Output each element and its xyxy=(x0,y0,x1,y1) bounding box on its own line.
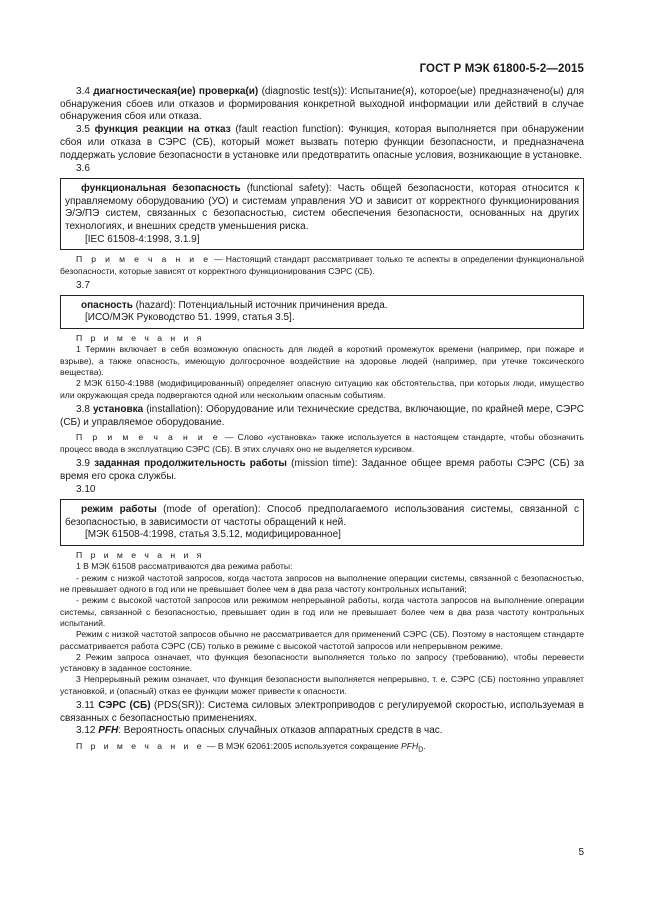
term: диагностическая(ие) проверка(и) xyxy=(93,86,259,97)
clause-3-9: 3.9 заданная продолжительность работы (mission time): Заданное общее время работы СЭРС (СБ) за время его срока службы. xyxy=(60,457,585,482)
clause-3-11: 3.11 СЭРС (СБ) (PDS(SR)): Система силовых электроприводов с регулируемой скоростью, используемая в связанных с безопасностью применениях. xyxy=(60,700,584,724)
clause-3-5: 3.5 функция реакции на отказ (fault reaction function): Функция, которая выполняется при обнаружении сбоя или отказа в СЭРС (СБ), который может вызвать потерю функции безопасности, и предназначена поддержать условие безопасности в установке или предотвратить опасные условия, возникающие в установке. xyxy=(60,124,585,161)
term: СЭРС (СБ) xyxy=(98,700,151,711)
reference: [МЭК 61508-4:1998, статья 3.5.12, модифицированное] xyxy=(85,529,341,541)
standard-header: ГОСТ Р МЭК 61800-5-2—2015 xyxy=(419,63,584,75)
note-3-6: П р и м е ч а н и е — Настоящий стандарт рассматривает только те аспекты в определении функциональной безопасности, которые зависят от корректного функционирования СЭРС (СБ). xyxy=(60,254,584,276)
page-number: 5 xyxy=(578,847,584,858)
clause-3-12: 3.12 PFH: Вероятность опасных случайных отказов аппаратных средств в час. xyxy=(76,725,443,737)
clause-number: 3.7 xyxy=(76,280,90,292)
term: PFH xyxy=(98,725,119,737)
clause-number: 3.10 xyxy=(76,484,96,496)
clause-3-8: 3.8 установка (installation): Оборудование или технические средства, включающие, по крайней мере, СЭРС (СБ) и управляемое оборудование. xyxy=(60,403,585,428)
clause-3-4: 3.4 диагностическая(ие) проверка(и) (diagnostic test(s)): Испытание(я), которое(ые) предназначено(ы) для обнаружения сбоев или отказов и формирования конкретной выходной информации или действий в случае обнаружения сбоя или отказа. xyxy=(60,86,585,123)
definition-box-3-6: функциональная безопасность (functional safety): Часть общей безопасности, которая относится к управляемому оборудованию (УО) и системам управления УО и зависит от корректного функционирования Э/Э/ПЭ систем, связанных с безопасностью, систем обеспечения безопасности, основанных на других технологиях, и внешних средств уменьшения риска. [IEC 61508-4:1998, 3.1.9] xyxy=(60,178,584,251)
definition-box-3-10: режим работы (mode of operation): Способ предполагаемого использования системы, связанной с безопасностью, в зависимости от частоты обращений к ней. [МЭК 61508-4:1998, статья 3.5.12, модифицированное] xyxy=(60,499,584,546)
term: функция реакции на отказ xyxy=(94,124,231,136)
note-3-8: П р и м е ч а н и е — Слово «установка» также используется в настоящем стандарте, чтобы обозначить процесс ввода в эксплуатацию СЭРС (СБ). В этих случаях оно не выделяется курсивом. xyxy=(60,432,584,454)
term: опасность xyxy=(81,299,133,311)
term: заданная продолжительность работы xyxy=(94,457,287,469)
clause-number: 3.6 xyxy=(76,163,90,175)
reference: [ИСО/МЭК Руководство 51. 1999, статья 3.5]. xyxy=(85,312,295,324)
definition-box-3-7: опасность (hazard): Потенциальный источник причинения вреда. [ИСО/МЭК Руководство 51. 1999, статья 3.5]. xyxy=(60,295,584,329)
term: режим работы xyxy=(81,504,157,516)
term: функциональная безопасность xyxy=(81,182,241,194)
reference: [IEC 61508-4:1998, 3.1.9] xyxy=(85,233,200,245)
term: установка xyxy=(92,403,144,415)
note-3-12: П р и м е ч а н и е — В МЭК 62061:2005 используется сокращение $PFH_D$. xyxy=(76,741,426,754)
notes-3-7: П р и м е ч а н и я 1 Термин включает в себя возможную опасность для людей в короткий промежуток времени (например, при пожаре и взрыве), а также опасность, имеющую долгосрочное воздействие на здоровье людей (например, при утечке токсического вещества). 2 МЭК 6150-4:1988 (модифицированный) определяет опасную ситуацию как обстоятельства, при которых люди, имущество или окружающая среда подвергаются одной или нескольким опасным событиям. xyxy=(60,333,584,400)
notes-3-10: П р и м е ч а н и я 1 В МЭК 61508 рассматриваются два режима работы: - режим с низкой частотой запросов, когда частота запросов на выполнение операции системы, связанной с безопасностью, не превышает одного в год или не превышает более чем в два раза частоту контрольных испытаний; - режим с высокой частотой запросов или режимом непрерывной работы, когда частота запросов на выполнение операции системы, связанной с безопасностью, превышает один в год или не превышает более чем в два раза частоту контрольных испытаний. Режим с низкой частотой запросов обычно не рассматривается для применений СЭРС (СБ). Поэтому в настоящем стандарте рассматривается работа СЭРС (СБ) только в режиме с высокой частотой запросов или непрерывном режиме. 2 Режим запроса означает, что функция безопасности выполняется только по запросу (требованию), чтобы перевести установку в заданное состояние. 3 Непрерывный режим означает, что функция безопасности выполняется непрерывно, т. е. СЭРС (СБ) постоянно управляет установкой, и (опасный) отказ ее функции может привести к опасности. xyxy=(60,550,584,696)
page-content xyxy=(60,86,584,756)
